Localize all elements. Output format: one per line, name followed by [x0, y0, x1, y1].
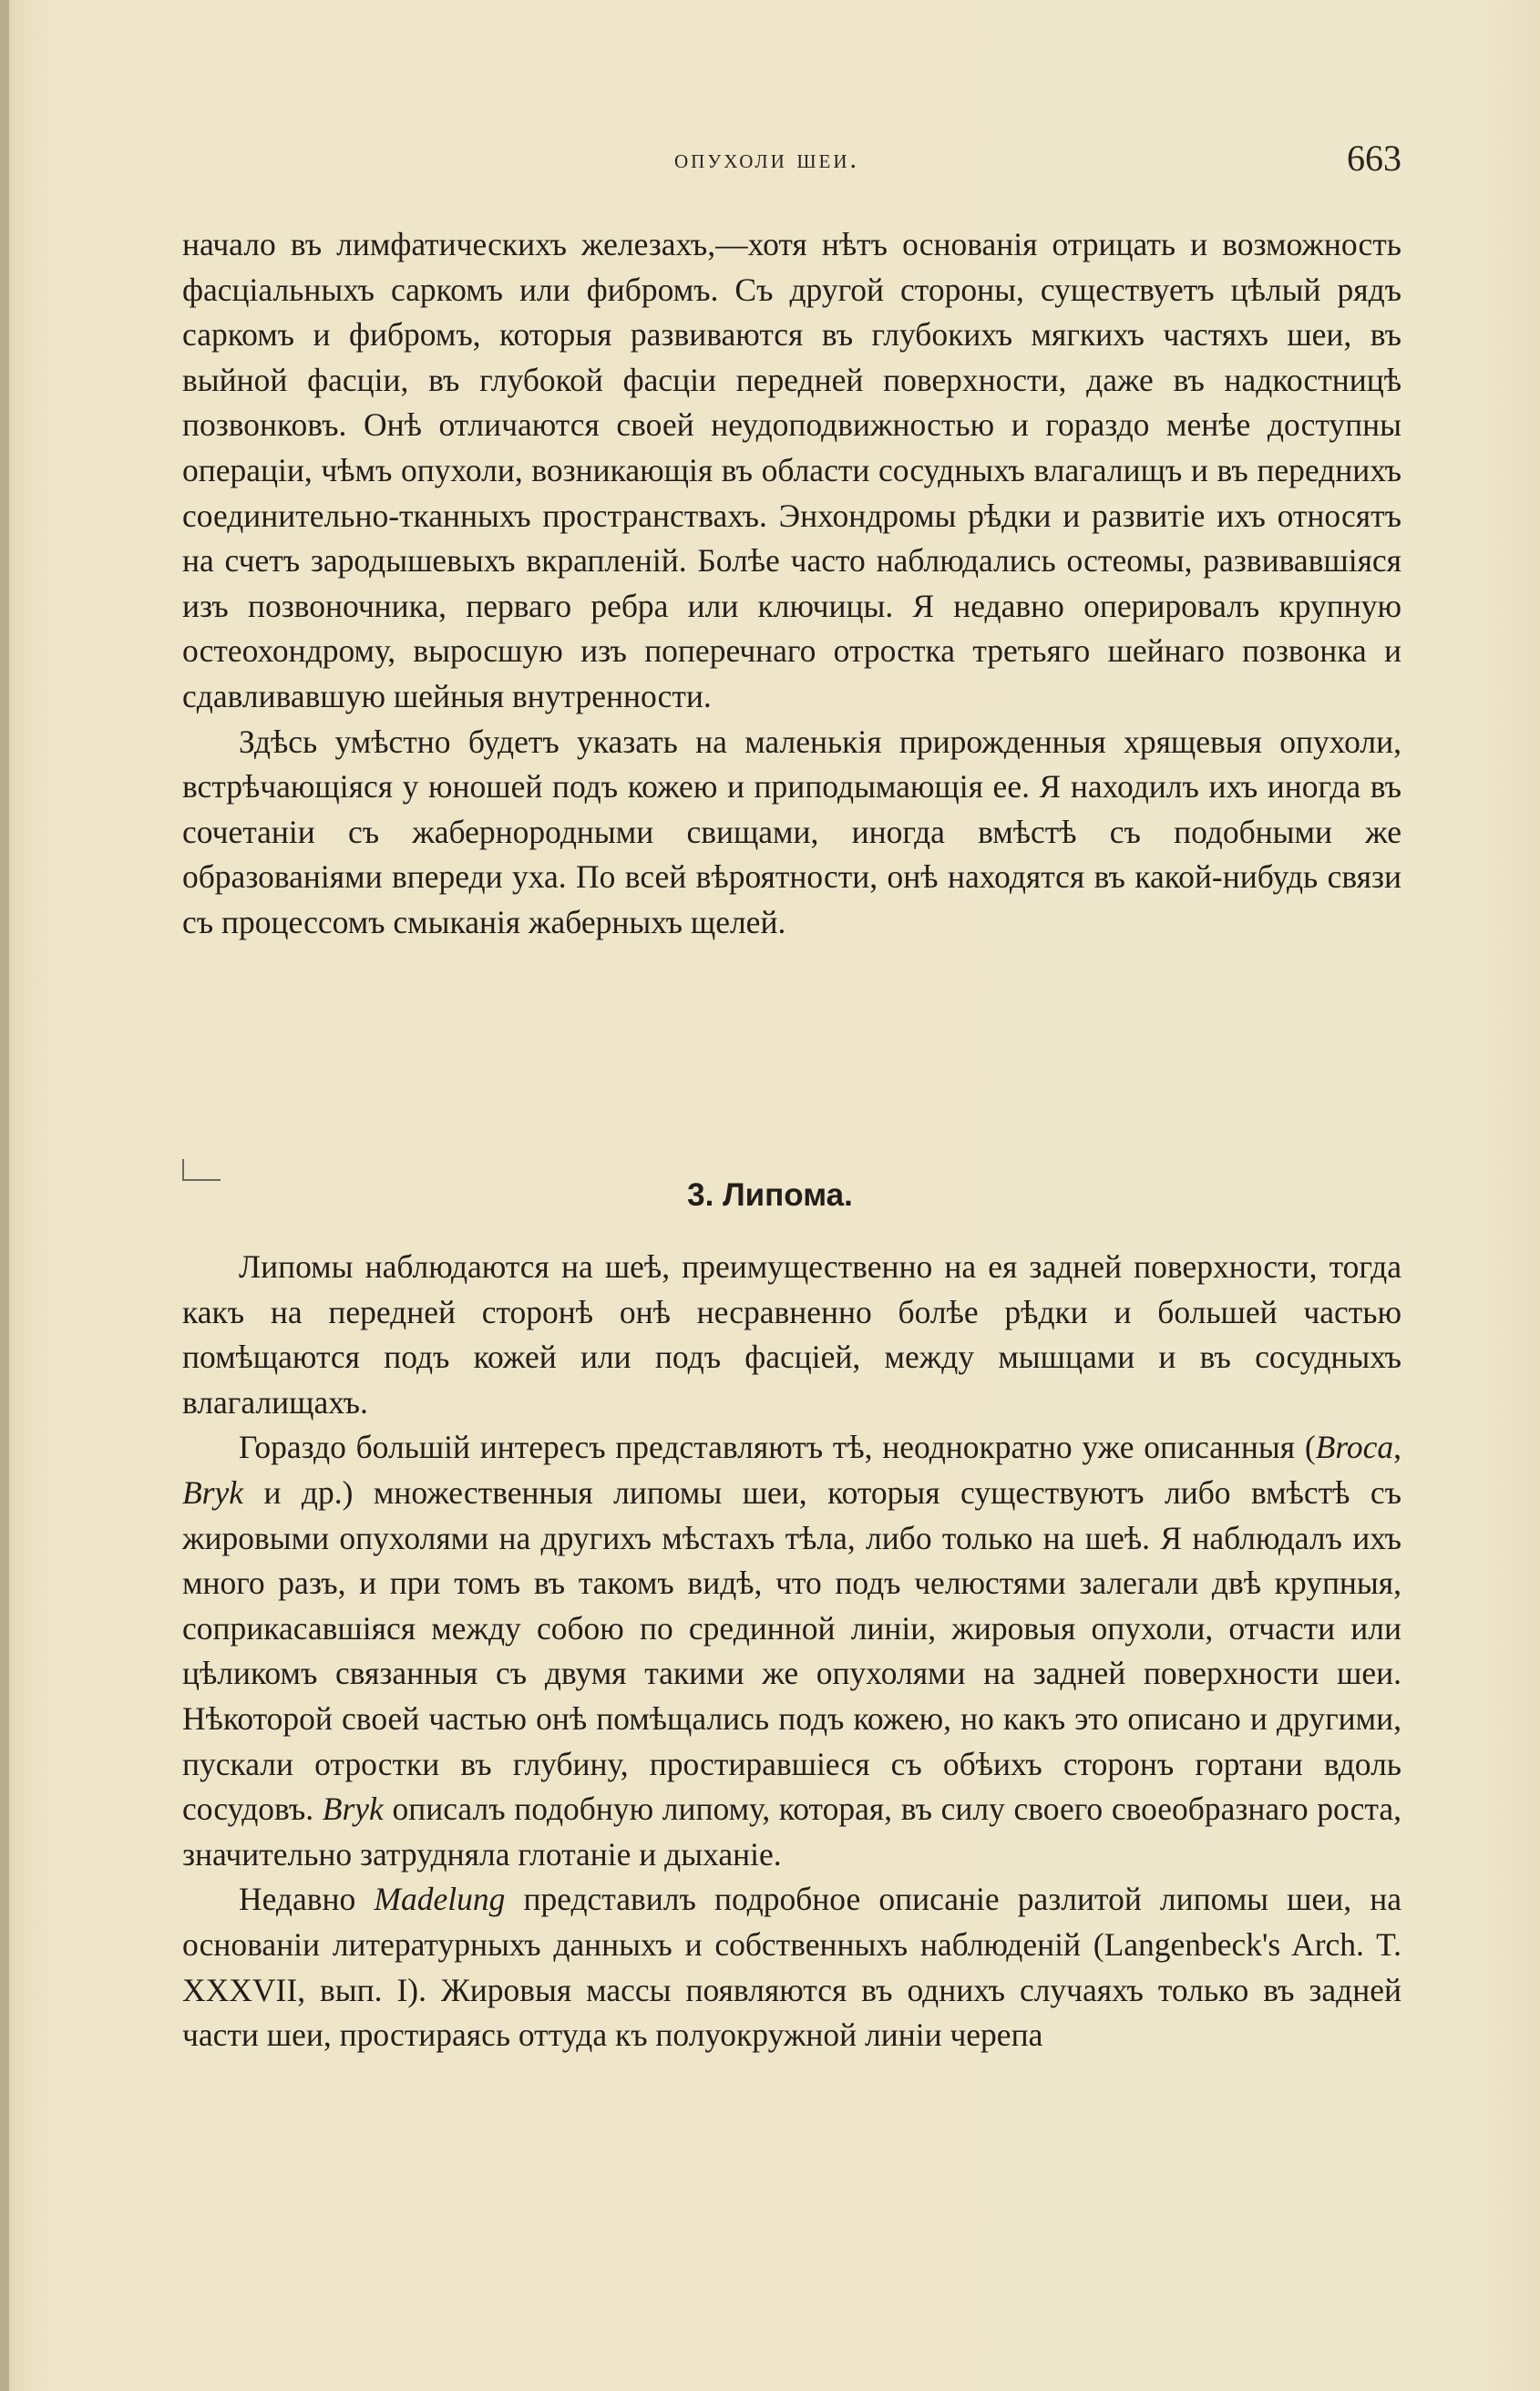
text-run: описалъ подобную липому, которая, въ силу своего своеобразнаго роста, значительно затрудняла глотаніе и дыханіе.: [182, 1791, 1401, 1873]
paragraph: Липомы наблюдаются на шеѣ, преимущественно на ея задней поверхности, тогда какъ на передней сторонѣ онѣ несравненно болѣе рѣдки и большей частью помѣщаются подъ кожей или подъ фасціей, между мышцами и въ сосудныхъ влагалищахъ.: [182, 1248, 1401, 1421]
text-run: представилъ подробное описаніе разлитой липомы шеи, на основаніи литературныхъ данныхъ и собственныхъ наблюденій (Langenbeck's Arch. T. XXXVII, вып. I). Жировыя массы появляются въ однихъ случаяхъ только въ задней части шеи, простираясь оттуда къ полуокружной линіи черепа: [182, 1881, 1401, 2054]
author-name: Bryk: [182, 1473, 244, 1511]
section-title: 3. Липома.: [687, 1177, 853, 1213]
text-run: и др.) множественныя липомы шеи, которыя существуютъ либо вмѣстѣ съ жировыми опухолями на другихъ мѣстахъ тѣла, либо только на шеѣ. Я наблюдалъ ихъ много разъ, и при томъ въ такомъ видѣ, что подъ челюстями залегали двѣ крупныя, соприкасавшіяся между собою по срединной линіи, жировыя опухоли, отчасти или цѣликомъ связанныя съ двумя такими же опухолями на задней поверхности шеи. Нѣкоторой своей частью онѣ помѣщались подъ кожею, но какъ это описано и другими, пускали отростки въ глубину, простиравшіеся съ обѣихъ сторонъ гортани вдоль сосудовъ.: [182, 1473, 1401, 1828]
page-number: 663: [1347, 138, 1401, 179]
text-run: Недавно: [239, 1881, 375, 1918]
text-run: Гораздо большій интересъ представляютъ тѣ, неоднократно уже описанныя (: [239, 1429, 1316, 1466]
text-run: ,: [1393, 1429, 1401, 1466]
author-name: Broca: [1315, 1429, 1394, 1466]
body-text-bottom: [182, 1245, 1401, 2058]
running-head: опухоли шеи.: [674, 144, 860, 174]
paragraph: [182, 1425, 1401, 1877]
paragraph: [182, 1877, 1401, 2057]
page-header: [182, 137, 1401, 182]
author-name: Bryk: [322, 1791, 384, 1828]
paragraph: начало въ лимфатическихъ железахъ,—хотя нѣтъ основанія отрицать и возможность фасціальныхъ саркомъ или фибромъ. Съ другой стороны, существуетъ цѣлый рядъ саркомъ и фибромъ, которыя развиваются въ глубокихъ мягкихъ частяхъ шеи, въ выйной фасціи, въ глубокой фасціи передней поверхности, даже въ надкостницѣ позвонковъ. Онѣ отличаются своей неудоподвижностью и гораздо менѣе доступны операціи, чѣмъ опухоли, возникающія въ области сосудныхъ влагалищъ и въ переднихъ соединительно-тканныхъ пространствахъ. Энхондромы рѣдки и развитіе ихъ относятъ на счетъ зародышевыхъ вкрапленій. Болѣе часто наблюдались остеомы, развивавшіяся изъ позвоночника, перваго ребра или ключицы. Я недавно оперировалъ крупную остеохондрому, выросшую изъ поперечнаго отростка третьяго шейнаго позвонка и сдавливавшую шейныя внутренности.: [182, 226, 1401, 714]
paragraph: Здѣсь умѣстно будетъ указать на маленькія прирожденныя хрящевыя опухоли, встрѣчающіяся у юношей подъ кожею и приподымающія ее. Я находилъ ихъ иногда въ сочетаніи съ жабернородными свищами, иногда вмѣстѣ съ подобными же образованіями впереди уха. По всей вѣроятности, онѣ находятся въ какой-нибудь связи съ процессомъ смыканія жаберныхъ щелей.: [182, 723, 1401, 940]
body-text-top: [182, 222, 1401, 946]
author-name: Madelung: [374, 1881, 506, 1918]
